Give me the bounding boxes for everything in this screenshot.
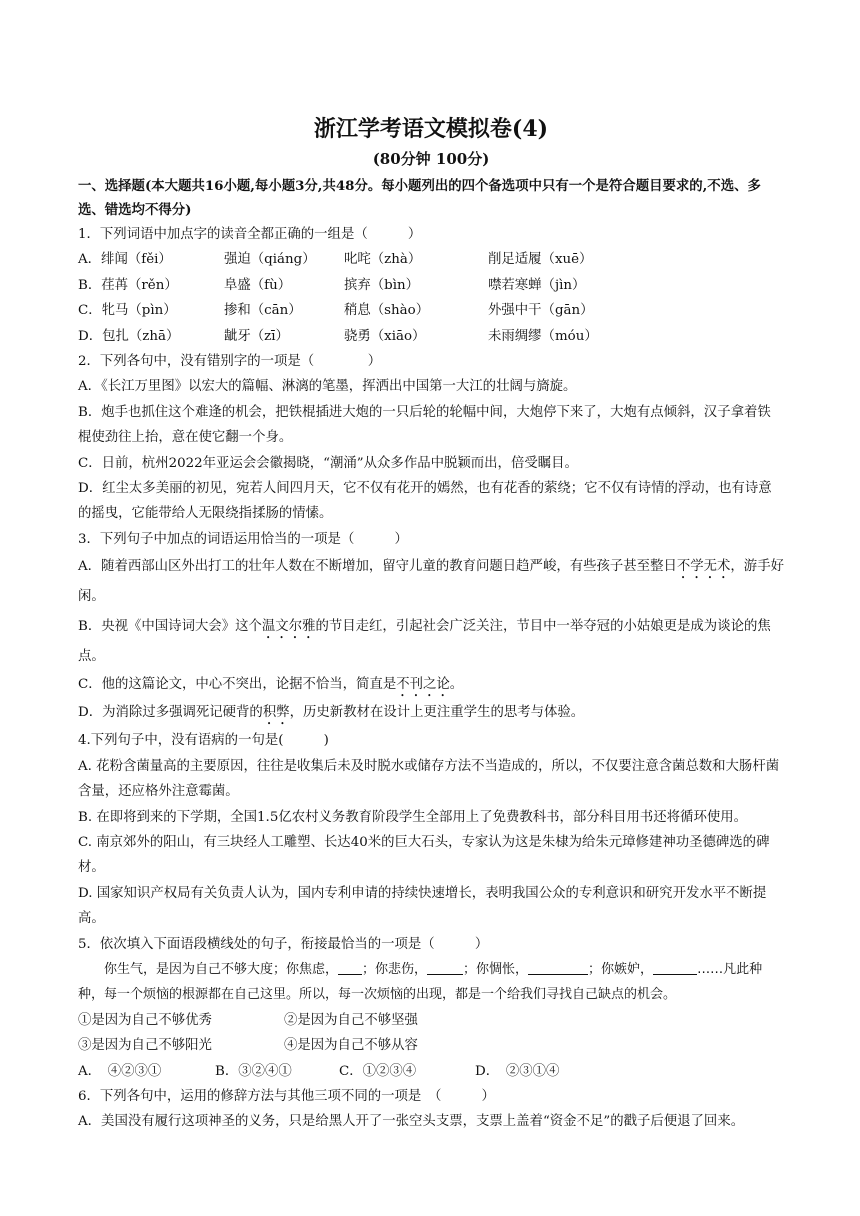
q1-option-cell: 未雨绸缪（móu） [488, 328, 598, 344]
section-heading: 一、选择题(本大题共16小题,每小题3分,共48分。每小题列出的四个备选项中只有一个是符合题目要求的,不选、多选、错选均不得分) [78, 178, 761, 218]
q1-option-cell: 强迫（qiáng） [224, 252, 316, 268]
q3-d-text: D．为消除过多强调死记硬背的 [78, 705, 263, 721]
q1-option-cell: 噤若寒蝉（jìn） [488, 277, 586, 293]
q1-option-cell: 叱咤（zhà） [344, 252, 422, 268]
q5-passage-part: ；你悲伤， [362, 961, 428, 977]
q1-option-row [78, 324, 784, 349]
q4-option-a: A. 花粉含菌量高的主要原因，往往是收集后未及时脱水或储存方法不当造成的，所以，不仅要注意含菌总数和大肠杆菌含量，还应格外注意霉菌。 [78, 758, 780, 800]
q5-blank-3 [528, 960, 588, 975]
q3-stem: 3．下列句子中加点的词语运用恰当的一项是（ ） [78, 531, 408, 547]
q4-stem: 4.下列句子中，没有语病的一句是( ) [78, 733, 329, 749]
q3-b-text: B．央视《中国诗词大会》这个 [78, 619, 262, 635]
q3-option-a [78, 552, 784, 612]
q1-option-cell: A．绯闻（fěi） [78, 252, 172, 268]
q5-sentence-3: ③是因为自己不够阳光 [78, 1038, 212, 1054]
q5-sentences-row [78, 1033, 784, 1058]
q5-answer-b: B．③②④① [215, 1063, 292, 1079]
exam-subtitle: (80分钟 100分) [372, 150, 490, 168]
q2-stem: 2．下列各句中，没有错别字的一项是（ ） [78, 354, 382, 370]
q1-option-cell: 摈弃（bìn） [344, 277, 420, 293]
q3-b-text-end: 的节目走红，引起社会广泛关注，节目中一举夺冠的小姑娘更是成为谈论的焦点。 [78, 619, 771, 665]
q5-answer-d: D． ②③①④ [475, 1063, 560, 1079]
q1-option-row [78, 247, 784, 272]
q5-answers [78, 1059, 784, 1084]
q3-c-text: C．他的这篇论文，中心不突出，论据不恰当，简直是 [78, 677, 397, 693]
q2-option-a: A．《长江万里图》以宏大的篇幅、淋漓的笔墨，挥洒出中国第一大江的壮阔与旖旋。 [78, 379, 577, 395]
q6-option-a: A．美国没有履行这项神圣的义务，只是给黑人开了一张空头支票，支票上盖着“资金不足”的戳子后便退了回来。 [78, 1114, 745, 1130]
q3-c-text-end: 。 [449, 677, 464, 693]
q5-answer-c: C．①②③④ [339, 1063, 417, 1079]
q5-sentence-4: ④是因为自己不够从容 [284, 1038, 418, 1054]
q5-answer-a: A． ④②③① [78, 1063, 162, 1079]
q5-blank-4 [653, 960, 697, 975]
q1-option-cell: 稍息（shào） [344, 303, 430, 319]
q5-blank-1 [338, 960, 362, 975]
q5-stem: 5．依次填入下面语段横线处的句子，衔接最恰当的一项是（ ） [78, 936, 489, 952]
q2-option-d: D．红尘太多美丽的初见，宛若人间四月天，它不仅有花开的嫣然，也有花香的萦绕；它不仅有诗情的浮动，也有诗意的摇曳，它能带给人无限绕指揉肠的情愫。 [78, 481, 772, 522]
q5-sentences-row [78, 1008, 784, 1033]
q4-option-c: C. 南京郊外的阳山，有三块经人工雕塑、长达40米的巨大石头，专家认为这是朱棣为给朱元璋修建神功圣德碑选的碑材。 [78, 834, 770, 876]
q3-d-dotted-word: 积弊 [262, 705, 290, 721]
q4-option-d: D. 国家知识产权局有关负责人认为，国内专利申请的持续快速增长，表明我国公众的专利意识和研究开发水平不断提高。 [78, 885, 767, 927]
q3-option-b [78, 612, 784, 672]
q3-option-d [78, 700, 784, 728]
q1-option-cell: D．包扎（zhā） [78, 328, 180, 344]
q1-option-cell: 外强中干（gān） [488, 303, 594, 319]
q3-option-c [78, 672, 784, 700]
exam-content [78, 112, 784, 1135]
q1-option-cell: 削足适履（xuē） [488, 252, 593, 268]
q3-a-dotted-word: 不学无术 [676, 559, 731, 575]
q1-option-cell: 阜盛（fù） [224, 277, 292, 293]
q6-stem: 6．下列各句中，运用的修辞方法与其他三项不同的一项是 （ ） [78, 1088, 495, 1104]
q1-option-cell: 掺和（cān） [224, 303, 302, 319]
q1-option-cell: 龇牙（zī） [224, 328, 289, 344]
q3-a-text-end: ，游手好闲。 [78, 559, 784, 605]
q3-d-text-end: ，历史新教材在设计上更注重学生的思考与体验。 [289, 705, 585, 721]
q5-blank-2 [427, 960, 463, 975]
q4-option-b: B. 在即将到来的下学期，全国1.5亿农村义务教育阶段学生全部用上了免费教科书，部分科目用书还将循环使用。 [78, 809, 748, 825]
q5-passage-part: ；你惆怅， [463, 961, 529, 977]
q2-option-c: C．日前，杭州2022年亚运会会徽揭晓，“潮涌”从众多作品中脱颖而出，倍受瞩目。 [78, 455, 578, 471]
q5-passage [78, 957, 784, 1008]
q5-passage-part: ……凡此种种，每一个烦恼的根源都在自己这里。所以，每一次烦恼的出现，都是一个给我们寻找自己缺点的机会。 [78, 961, 763, 1003]
q3-b-dotted-word: 温文尔雅 [261, 619, 316, 635]
q1-option-row [78, 273, 784, 298]
q1-option-row [78, 298, 784, 323]
q5-sentence-1: ①是因为自己不够优秀 [78, 1012, 212, 1028]
q3-c-dotted-word: 不刊之论 [396, 677, 450, 693]
q1-options [78, 247, 784, 349]
q2-option-b: B．炮手也抓住这个难逢的机会，把铁棍插进大炮的一只后轮的轮幅中间，大炮停下来了，大炮有点倾斜，汉子拿着铁棍使劲往上抬，意在使它翻一个身。 [78, 404, 771, 446]
q5-passage-part: 你生气，是因为自己不够大度；你焦虑， [104, 961, 339, 977]
q1-stem: 1．下列词语中加点字的读音全都正确的一组是（ ） [78, 227, 422, 242]
exam-title: 浙江学考语文模拟卷(4) [313, 116, 549, 142]
q1-option-cell: 骁勇（xiāo） [344, 328, 426, 344]
q1-option-cell: C．牝马（pìn） [78, 303, 177, 319]
q1-option-cell: B．荏苒（rěn） [78, 277, 178, 293]
q5-sentence-2: ②是因为自己不够坚强 [284, 1012, 418, 1028]
q5-passage-part: ；你嫉妒， [588, 961, 654, 977]
q3-a-text: A．随着西部山区外出打工的壮年人数在不断增加，留守儿童的教育问题日趋严峻，有些孩子甚至整日 [78, 559, 677, 575]
